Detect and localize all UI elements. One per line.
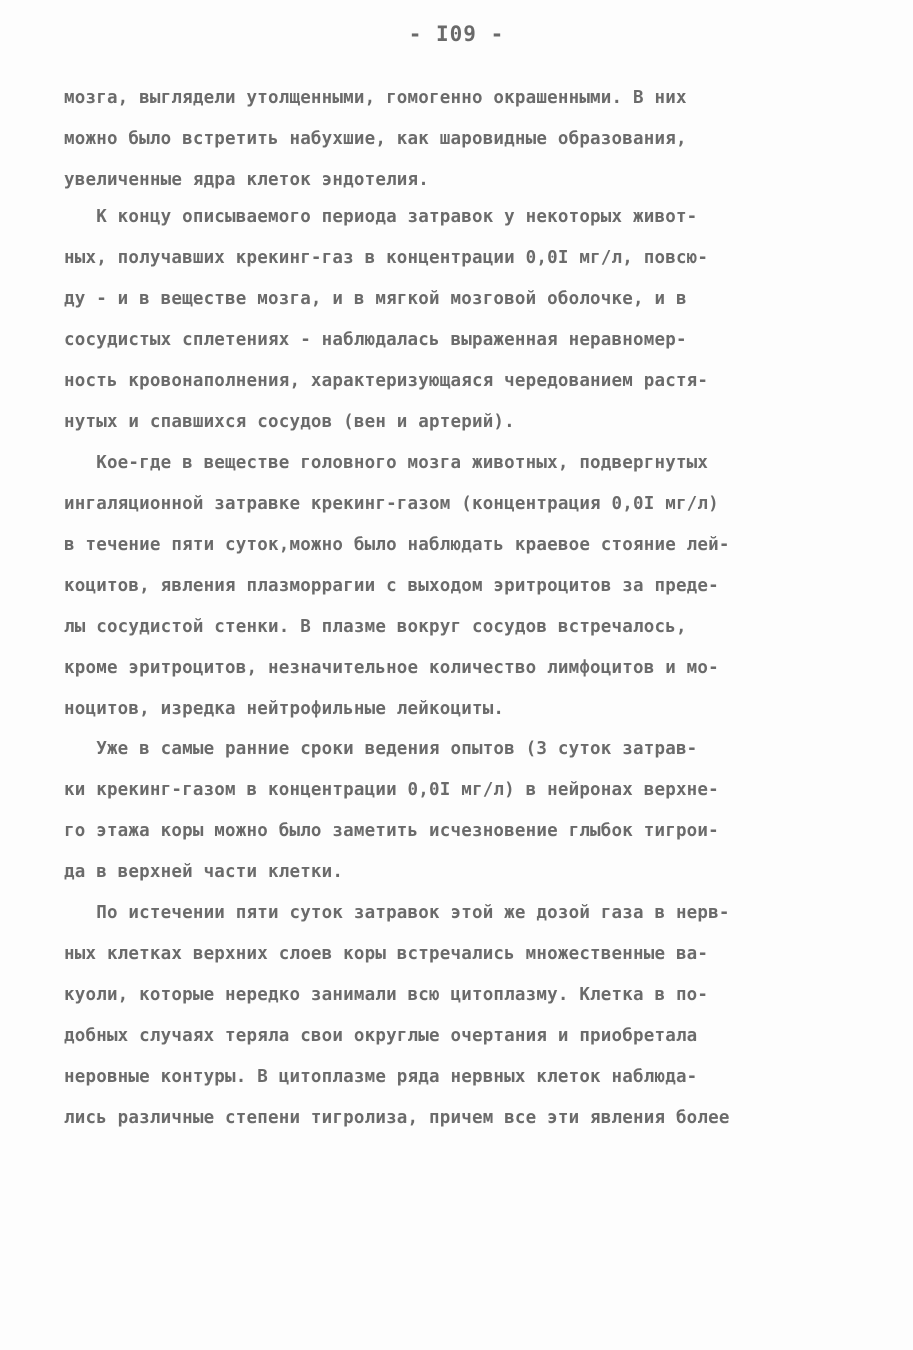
text-line: коцитов, явления плазморрагии с выходом эритроцитов за преде- — [64, 576, 719, 596]
text-line: го этажа коры можно было заметить исчезновение глыбок тигрои- — [64, 821, 719, 841]
page-number: - I09 - — [408, 22, 505, 46]
paragraph-2 — [64, 197, 864, 443]
text-line: увеличенные ядра клеток эндотелия. — [64, 170, 430, 190]
paragraph-1 — [64, 78, 864, 201]
text-line: да в верхней части клетки. — [64, 862, 344, 882]
paragraph-4 — [64, 729, 864, 893]
text-line: лы сосудистой стенки. В плазме вокруг сосудов встречалось, — [64, 617, 687, 637]
paragraph-5 — [64, 893, 864, 1139]
text-line: ных, получавших крекинг-газ в концентрации 0,0I мг/л, повсю- — [64, 248, 709, 268]
text-line: По истечении пяти суток затравок этой же дозой газа в нерв- — [64, 903, 730, 923]
text-line: неровные контуры. В цитоплазме ряда нервных клеток наблюда- — [64, 1067, 698, 1087]
text-line: мозга, выглядели утолщенными, гомогенно окрашенными. В них — [64, 88, 687, 108]
text-line: добных случаях теряла свои округлые очертания и приобретала — [64, 1026, 698, 1046]
paragraph-3 — [64, 443, 864, 730]
text-line: Кое-где в веществе головного мозга животных, подвергнутых — [64, 453, 709, 473]
text-line: в течение пяти суток,можно было наблюдать краевое стояние лей- — [64, 535, 730, 555]
text-line: Уже в самые ранние сроки ведения опытов (3 суток затрав- — [64, 739, 698, 759]
text-line: К концу описываемого периода затравок у некоторых живот- — [64, 207, 698, 227]
text-line: ность кровонаполнения, характеризующаяся чередованием растя- — [64, 371, 709, 391]
text-line: лись различные степени тигролиза, причем все эти явления более — [64, 1108, 730, 1128]
text-line: ки крекинг-газом в концентрации 0,0I мг/л) в нейронах верхне- — [64, 780, 719, 800]
text-line: нутых и спавшихся сосудов (вен и артерий). — [64, 412, 515, 432]
text-line: можно было встретить набухшие, как шаровидные образования, — [64, 129, 687, 149]
text-line: куоли, которые нередко занимали всю цитоплазму. Клетка в по- — [64, 985, 709, 1005]
text-line: ду - и в веществе мозга, и в мягкой мозговой оболочке, и в — [64, 289, 687, 309]
text-line: сосудистых сплетениях - наблюдалась выраженная неравномер- — [64, 330, 687, 350]
text-line: кроме эритроцитов, незначительное количество лимфоцитов и мо- — [64, 658, 719, 678]
text-line: ных клетках верхних слоев коры встречались множественные ва- — [64, 944, 709, 964]
text-line: ингаляционной затравке крекинг-газом (концентрация 0,0I мг/л) — [64, 494, 719, 514]
text-line: ноцитов, изредка нейтрофильные лейкоциты. — [64, 699, 505, 719]
